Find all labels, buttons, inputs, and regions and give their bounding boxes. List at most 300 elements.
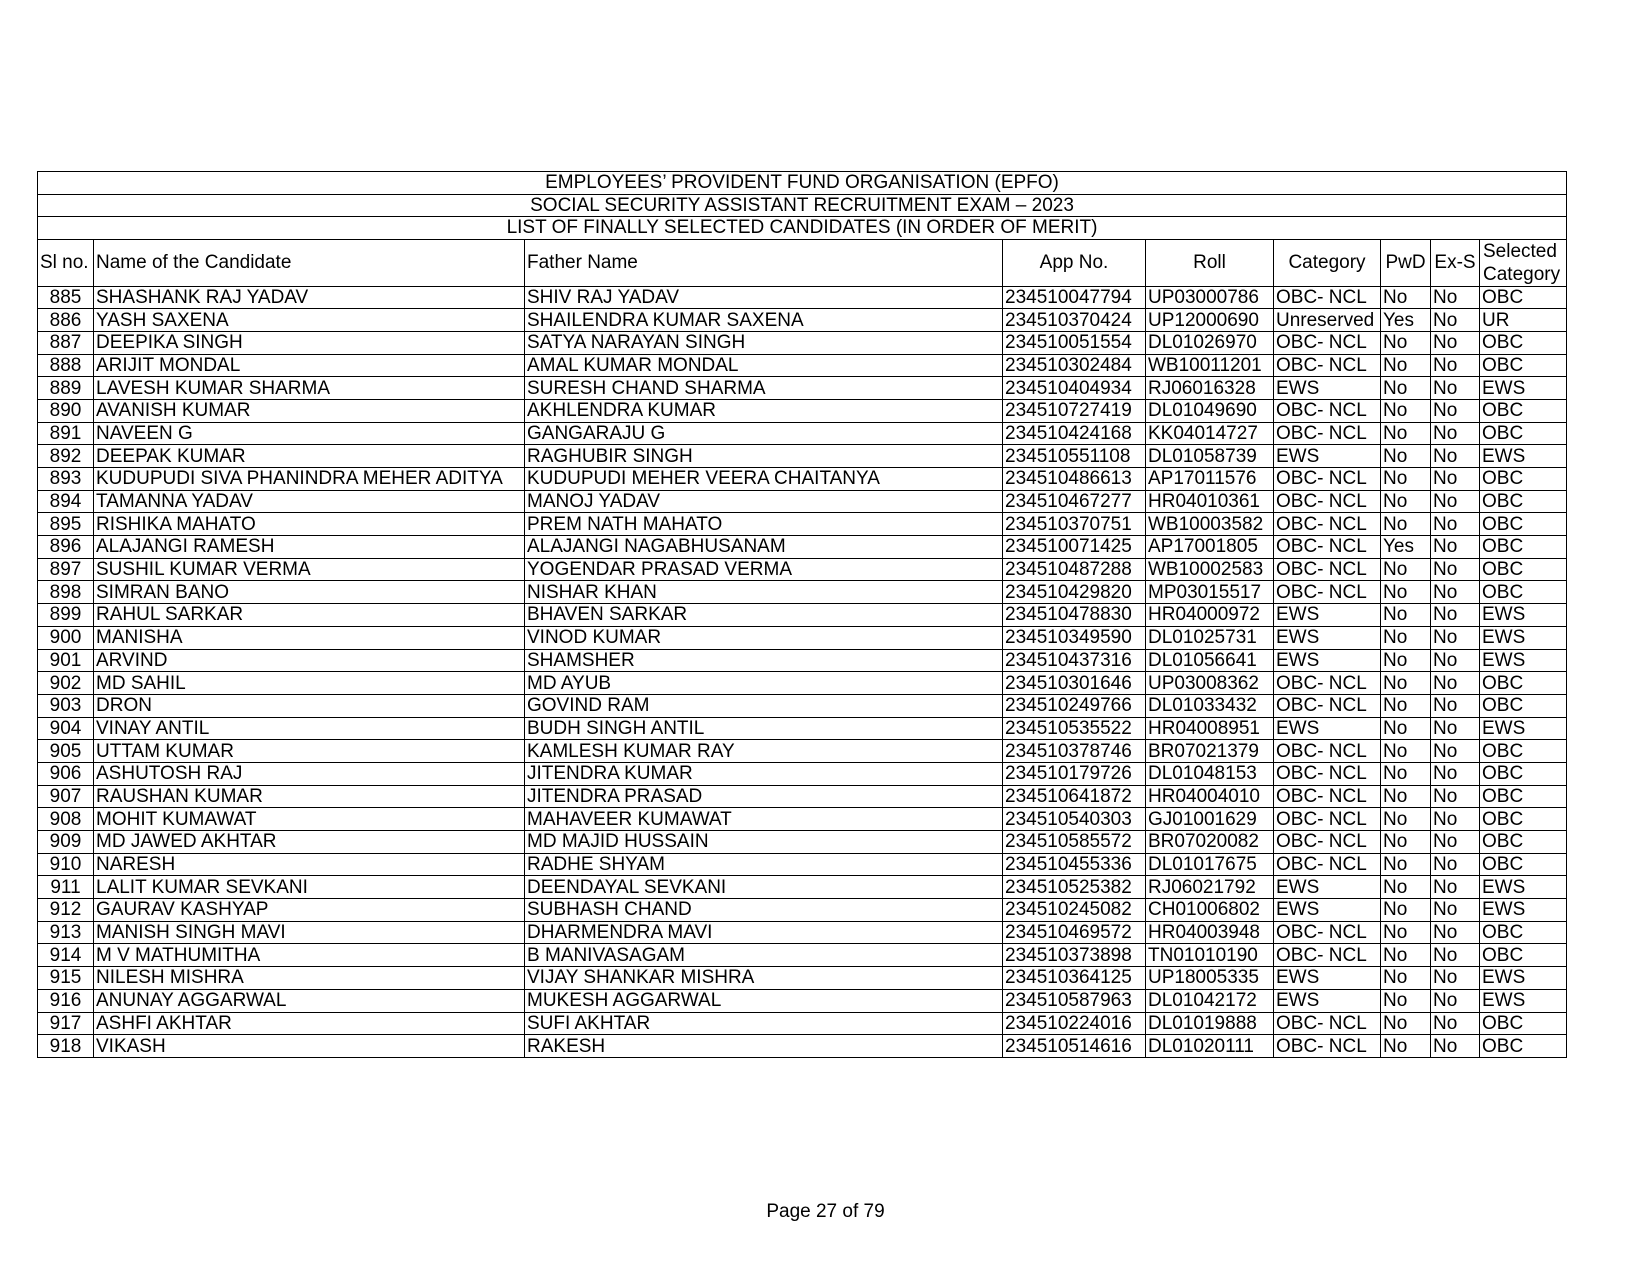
cell-app-no: 234510540303 <box>1003 808 1146 831</box>
cell-pwd: No <box>1381 354 1431 377</box>
table-row <box>38 354 1567 377</box>
cell-father-name: VIJAY SHANKAR MISHRA <box>525 967 1003 990</box>
cell-candidate-name: LAVESH KUMAR SHARMA <box>94 377 525 400</box>
cell-selected-category: OBC <box>1480 581 1567 604</box>
cell-roll: DL01017675 <box>1146 853 1274 876</box>
cell-category: OBC- NCL <box>1274 354 1381 377</box>
cell-sl-no: 918 <box>38 1035 94 1058</box>
cell-roll: UP03000786 <box>1146 286 1274 309</box>
cell-pwd: Yes <box>1381 309 1431 332</box>
cell-category: OBC- NCL <box>1274 331 1381 354</box>
table-row <box>38 468 1567 491</box>
table-row <box>38 331 1567 354</box>
cell-sl-no: 908 <box>38 808 94 831</box>
cell-roll: DL01033432 <box>1146 694 1274 717</box>
cell-category: OBC- NCL <box>1274 672 1381 695</box>
table-row <box>38 672 1567 695</box>
cell-sl-no: 895 <box>38 513 94 536</box>
cell-candidate-name: SHASHANK RAJ YADAV <box>94 286 525 309</box>
cell-roll: UP18005335 <box>1146 967 1274 990</box>
cell-ex-s: No <box>1431 468 1480 491</box>
cell-selected-category: EWS <box>1480 967 1567 990</box>
cell-category: OBC- NCL <box>1274 399 1381 422</box>
cell-ex-s: No <box>1431 286 1480 309</box>
cell-app-no: 234510424168 <box>1003 422 1146 445</box>
cell-father-name: MD AYUB <box>525 672 1003 695</box>
table-row <box>38 604 1567 627</box>
cell-father-name: SHIV RAJ YADAV <box>525 286 1003 309</box>
cell-ex-s: No <box>1431 1012 1480 1035</box>
cell-category: OBC- NCL <box>1274 853 1381 876</box>
cell-pwd: No <box>1381 649 1431 672</box>
cell-ex-s: No <box>1431 558 1480 581</box>
cell-app-no: 234510478830 <box>1003 604 1146 627</box>
table-row <box>38 944 1567 967</box>
cell-selected-category: OBC <box>1480 558 1567 581</box>
cell-selected-category: OBC <box>1480 853 1567 876</box>
cell-pwd: No <box>1381 399 1431 422</box>
cell-roll: BR07021379 <box>1146 740 1274 763</box>
cell-category: EWS <box>1274 377 1381 400</box>
title-row-exam <box>38 194 1567 217</box>
cell-category: EWS <box>1274 967 1381 990</box>
title-row-list <box>38 217 1567 240</box>
cell-category: OBC- NCL <box>1274 1012 1381 1035</box>
page-number: Page 27 of 79 <box>766 1201 885 1222</box>
cell-ex-s: No <box>1431 626 1480 649</box>
cell-father-name: NISHAR KHAN <box>525 581 1003 604</box>
cell-pwd: No <box>1381 717 1431 740</box>
cell-ex-s: No <box>1431 331 1480 354</box>
cell-category: OBC- NCL <box>1274 740 1381 763</box>
cell-selected-category: OBC <box>1480 785 1567 808</box>
column-header-roll: Roll <box>1146 239 1274 286</box>
column-header-candidate-name: Name of the Candidate <box>94 239 525 286</box>
cell-sl-no: 888 <box>38 354 94 377</box>
cell-father-name: RAGHUBIR SINGH <box>525 445 1003 468</box>
cell-selected-category: OBC <box>1480 921 1567 944</box>
cell-pwd: No <box>1381 626 1431 649</box>
cell-father-name: AMAL KUMAR MONDAL <box>525 354 1003 377</box>
cell-selected-category: OBC <box>1480 694 1567 717</box>
cell-pwd: No <box>1381 331 1431 354</box>
cell-sl-no: 916 <box>38 989 94 1012</box>
cell-app-no: 234510301646 <box>1003 672 1146 695</box>
cell-category: OBC- NCL <box>1274 831 1381 854</box>
cell-selected-category: OBC <box>1480 672 1567 695</box>
cell-ex-s: No <box>1431 672 1480 695</box>
cell-father-name: SUBHASH CHAND <box>525 899 1003 922</box>
cell-candidate-name: RISHIKA MAHATO <box>94 513 525 536</box>
cell-selected-category: OBC <box>1480 399 1567 422</box>
cell-selected-category: OBC <box>1480 422 1567 445</box>
cell-app-no: 234510641872 <box>1003 785 1146 808</box>
table-row <box>38 1035 1567 1058</box>
cell-category: EWS <box>1274 876 1381 899</box>
cell-sl-no: 896 <box>38 536 94 559</box>
cell-roll: HR04008951 <box>1146 717 1274 740</box>
cell-roll: UP12000690 <box>1146 309 1274 332</box>
cell-sl-no: 903 <box>38 694 94 717</box>
cell-category: OBC- NCL <box>1274 468 1381 491</box>
cell-ex-s: No <box>1431 1035 1480 1058</box>
cell-selected-category: EWS <box>1480 717 1567 740</box>
cell-candidate-name: SUSHIL KUMAR VERMA <box>94 558 525 581</box>
cell-roll: UP03008362 <box>1146 672 1274 695</box>
cell-father-name: MD MAJID HUSSAIN <box>525 831 1003 854</box>
cell-candidate-name: ASHUTOSH RAJ <box>94 762 525 785</box>
cell-ex-s: No <box>1431 921 1480 944</box>
cell-ex-s: No <box>1431 762 1480 785</box>
selected-candidates-table <box>37 171 1567 1058</box>
column-header-pwd: PwD <box>1381 239 1431 286</box>
column-header-father-name: Father Name <box>525 239 1003 286</box>
cell-sl-no: 899 <box>38 604 94 627</box>
cell-app-no: 234510364125 <box>1003 967 1146 990</box>
cell-candidate-name: RAUSHAN KUMAR <box>94 785 525 808</box>
cell-pwd: No <box>1381 899 1431 922</box>
cell-selected-category: OBC <box>1480 740 1567 763</box>
cell-category: OBC- NCL <box>1274 808 1381 831</box>
cell-candidate-name: NILESH MISHRA <box>94 967 525 990</box>
cell-ex-s: No <box>1431 831 1480 854</box>
cell-selected-category: OBC <box>1480 808 1567 831</box>
cell-sl-no: 911 <box>38 876 94 899</box>
cell-pwd: No <box>1381 490 1431 513</box>
document-title-organisation: EMPLOYEES’ PROVIDENT FUND ORGANISATION (EPFO) <box>38 172 1567 195</box>
cell-sl-no: 906 <box>38 762 94 785</box>
table-row <box>38 309 1567 332</box>
cell-category: EWS <box>1274 899 1381 922</box>
cell-ex-s: No <box>1431 740 1480 763</box>
cell-roll: RJ06016328 <box>1146 377 1274 400</box>
cell-roll: GJ01001629 <box>1146 808 1274 831</box>
cell-category: OBC- NCL <box>1274 558 1381 581</box>
cell-ex-s: No <box>1431 876 1480 899</box>
cell-father-name: MAHAVEER KUMAWAT <box>525 808 1003 831</box>
cell-category: EWS <box>1274 717 1381 740</box>
cell-sl-no: 902 <box>38 672 94 695</box>
cell-ex-s: No <box>1431 399 1480 422</box>
cell-candidate-name: MANISH SINGH MAVI <box>94 921 525 944</box>
cell-app-no: 234510429820 <box>1003 581 1146 604</box>
cell-candidate-name: YASH SAXENA <box>94 309 525 332</box>
cell-category: OBC- NCL <box>1274 286 1381 309</box>
table-row <box>38 694 1567 717</box>
cell-pwd: No <box>1381 694 1431 717</box>
cell-candidate-name: RAHUL SARKAR <box>94 604 525 627</box>
cell-pwd: No <box>1381 967 1431 990</box>
cell-roll: DL01042172 <box>1146 989 1274 1012</box>
cell-roll: MP03015517 <box>1146 581 1274 604</box>
cell-candidate-name: ANUNAY AGGARWAL <box>94 989 525 1012</box>
column-header-selected-line2: Category <box>1483 263 1561 285</box>
cell-candidate-name: LALIT KUMAR SEVKANI <box>94 876 525 899</box>
table-row <box>38 581 1567 604</box>
cell-father-name: B MANIVASAGAM <box>525 944 1003 967</box>
cell-app-no: 234510245082 <box>1003 899 1146 922</box>
column-header-selected-line1: Selected <box>1483 240 1557 262</box>
table-row <box>38 513 1567 536</box>
cell-selected-category: EWS <box>1480 876 1567 899</box>
cell-roll: DL01026970 <box>1146 331 1274 354</box>
cell-father-name: ALAJANGI NAGABHUSANAM <box>525 536 1003 559</box>
cell-roll: BR07020082 <box>1146 831 1274 854</box>
cell-ex-s: No <box>1431 422 1480 445</box>
cell-app-no: 234510727419 <box>1003 399 1146 422</box>
cell-candidate-name: VINAY ANTIL <box>94 717 525 740</box>
cell-father-name: SURESH CHAND SHARMA <box>525 377 1003 400</box>
table-row <box>38 377 1567 400</box>
cell-father-name: KUDUPUDI MEHER VEERA CHAITANYA <box>525 468 1003 491</box>
cell-app-no: 234510535522 <box>1003 717 1146 740</box>
cell-roll: HR04003948 <box>1146 921 1274 944</box>
cell-category: EWS <box>1274 604 1381 627</box>
table-row <box>38 989 1567 1012</box>
cell-ex-s: No <box>1431 785 1480 808</box>
cell-sl-no: 900 <box>38 626 94 649</box>
table-row <box>38 649 1567 672</box>
title-row-organisation <box>38 172 1567 195</box>
cell-candidate-name: DEEPIKA SINGH <box>94 331 525 354</box>
cell-father-name: VINOD KUMAR <box>525 626 1003 649</box>
cell-candidate-name: DRON <box>94 694 525 717</box>
cell-pwd: No <box>1381 468 1431 491</box>
cell-father-name: JITENDRA KUMAR <box>525 762 1003 785</box>
cell-app-no: 234510404934 <box>1003 377 1146 400</box>
cell-pwd: No <box>1381 286 1431 309</box>
column-header-row <box>38 239 1567 286</box>
cell-category: Unreserved <box>1274 309 1381 332</box>
cell-pwd: No <box>1381 989 1431 1012</box>
cell-sl-no: 907 <box>38 785 94 808</box>
cell-sl-no: 914 <box>38 944 94 967</box>
cell-ex-s: No <box>1431 354 1480 377</box>
cell-roll: HR04010361 <box>1146 490 1274 513</box>
cell-selected-category: OBC <box>1480 944 1567 967</box>
cell-sl-no: 887 <box>38 331 94 354</box>
table-row <box>38 399 1567 422</box>
cell-category: OBC- NCL <box>1274 490 1381 513</box>
cell-pwd: No <box>1381 1035 1431 1058</box>
cell-candidate-name: KUDUPUDI SIVA PHANINDRA MEHER ADITYA <box>94 468 525 491</box>
cell-app-no: 234510370424 <box>1003 309 1146 332</box>
cell-sl-no: 917 <box>38 1012 94 1035</box>
cell-app-no: 234510047794 <box>1003 286 1146 309</box>
cell-selected-category: EWS <box>1480 989 1567 1012</box>
cell-candidate-name: ARVIND <box>94 649 525 672</box>
cell-pwd: No <box>1381 445 1431 468</box>
cell-app-no: 234510525382 <box>1003 876 1146 899</box>
table-row <box>38 899 1567 922</box>
cell-ex-s: No <box>1431 649 1480 672</box>
cell-roll: AP17001805 <box>1146 536 1274 559</box>
cell-app-no: 234510349590 <box>1003 626 1146 649</box>
cell-father-name: KAMLESH KUMAR RAY <box>525 740 1003 763</box>
cell-app-no: 234510587963 <box>1003 989 1146 1012</box>
cell-category: OBC- NCL <box>1274 762 1381 785</box>
cell-roll: HR04004010 <box>1146 785 1274 808</box>
cell-candidate-name: TAMANNA YADAV <box>94 490 525 513</box>
cell-roll: RJ06021792 <box>1146 876 1274 899</box>
cell-pwd: No <box>1381 921 1431 944</box>
cell-candidate-name: MD SAHIL <box>94 672 525 695</box>
cell-sl-no: 893 <box>38 468 94 491</box>
cell-app-no: 234510455336 <box>1003 853 1146 876</box>
cell-selected-category: EWS <box>1480 377 1567 400</box>
cell-father-name: GOVIND RAM <box>525 694 1003 717</box>
cell-father-name: SATYA NARAYAN SINGH <box>525 331 1003 354</box>
cell-ex-s: No <box>1431 944 1480 967</box>
cell-sl-no: 915 <box>38 967 94 990</box>
cell-pwd: No <box>1381 808 1431 831</box>
cell-ex-s: No <box>1431 377 1480 400</box>
cell-roll: DL01056641 <box>1146 649 1274 672</box>
cell-candidate-name: MANISHA <box>94 626 525 649</box>
cell-app-no: 234510469572 <box>1003 921 1146 944</box>
cell-father-name: DHARMENDRA MAVI <box>525 921 1003 944</box>
table-row <box>38 558 1567 581</box>
cell-pwd: No <box>1381 558 1431 581</box>
cell-father-name: BHAVEN SARKAR <box>525 604 1003 627</box>
table-row <box>38 1012 1567 1035</box>
cell-father-name: PREM NATH MAHATO <box>525 513 1003 536</box>
cell-sl-no: 901 <box>38 649 94 672</box>
cell-ex-s: No <box>1431 581 1480 604</box>
cell-father-name: MUKESH AGGARWAL <box>525 989 1003 1012</box>
cell-ex-s: No <box>1431 309 1480 332</box>
cell-category: OBC- NCL <box>1274 944 1381 967</box>
table-row <box>38 740 1567 763</box>
cell-pwd: Yes <box>1381 536 1431 559</box>
cell-app-no: 234510302484 <box>1003 354 1146 377</box>
table-row <box>38 921 1567 944</box>
cell-roll: DL01048153 <box>1146 762 1274 785</box>
cell-app-no: 234510467277 <box>1003 490 1146 513</box>
cell-ex-s: No <box>1431 445 1480 468</box>
cell-app-no: 234510051554 <box>1003 331 1146 354</box>
cell-selected-category: OBC <box>1480 513 1567 536</box>
cell-candidate-name: NARESH <box>94 853 525 876</box>
cell-pwd: No <box>1381 581 1431 604</box>
cell-selected-category: OBC <box>1480 831 1567 854</box>
cell-candidate-name: UTTAM KUMAR <box>94 740 525 763</box>
table-row <box>38 762 1567 785</box>
cell-selected-category: UR <box>1480 309 1567 332</box>
cell-candidate-name: ARIJIT MONDAL <box>94 354 525 377</box>
cell-ex-s: No <box>1431 853 1480 876</box>
cell-selected-category: OBC <box>1480 468 1567 491</box>
cell-pwd: No <box>1381 377 1431 400</box>
cell-category: EWS <box>1274 626 1381 649</box>
cell-pwd: No <box>1381 513 1431 536</box>
cell-selected-category: EWS <box>1480 649 1567 672</box>
cell-candidate-name: AVANISH KUMAR <box>94 399 525 422</box>
cell-father-name: SHAILENDRA KUMAR SAXENA <box>525 309 1003 332</box>
cell-father-name: YOGENDAR PRASAD VERMA <box>525 558 1003 581</box>
cell-sl-no: 910 <box>38 853 94 876</box>
cell-sl-no: 905 <box>38 740 94 763</box>
table-row <box>38 626 1567 649</box>
document-title-exam: SOCIAL SECURITY ASSISTANT RECRUITMENT EXAM – 2023 <box>38 194 1567 217</box>
cell-ex-s: No <box>1431 899 1480 922</box>
cell-selected-category: EWS <box>1480 604 1567 627</box>
cell-pwd: No <box>1381 604 1431 627</box>
cell-sl-no: 890 <box>38 399 94 422</box>
cell-ex-s: No <box>1431 808 1480 831</box>
cell-category: EWS <box>1274 989 1381 1012</box>
cell-selected-category: EWS <box>1480 626 1567 649</box>
cell-sl-no: 898 <box>38 581 94 604</box>
cell-category: EWS <box>1274 445 1381 468</box>
cell-father-name: AKHLENDRA KUMAR <box>525 399 1003 422</box>
cell-selected-category: OBC <box>1480 1012 1567 1035</box>
cell-category: OBC- NCL <box>1274 694 1381 717</box>
cell-roll: DL01019888 <box>1146 1012 1274 1035</box>
cell-pwd: No <box>1381 853 1431 876</box>
cell-pwd: No <box>1381 762 1431 785</box>
cell-app-no: 234510551108 <box>1003 445 1146 468</box>
cell-candidate-name: GAURAV KASHYAP <box>94 899 525 922</box>
table-row <box>38 808 1567 831</box>
table-row <box>38 785 1567 808</box>
cell-pwd: No <box>1381 831 1431 854</box>
cell-app-no: 234510437316 <box>1003 649 1146 672</box>
cell-category: EWS <box>1274 649 1381 672</box>
cell-category: OBC- NCL <box>1274 785 1381 808</box>
cell-app-no: 234510378746 <box>1003 740 1146 763</box>
cell-selected-category: OBC <box>1480 354 1567 377</box>
table-row <box>38 967 1567 990</box>
cell-sl-no: 913 <box>38 921 94 944</box>
cell-father-name: GANGARAJU G <box>525 422 1003 445</box>
cell-ex-s: No <box>1431 694 1480 717</box>
cell-sl-no: 894 <box>38 490 94 513</box>
cell-selected-category: OBC <box>1480 1035 1567 1058</box>
cell-app-no: 234510486613 <box>1003 468 1146 491</box>
table-row <box>38 422 1567 445</box>
cell-candidate-name: VIKASH <box>94 1035 525 1058</box>
cell-selected-category: OBC <box>1480 286 1567 309</box>
column-header-app-no: App No. <box>1003 239 1146 286</box>
cell-father-name: JITENDRA PRASAD <box>525 785 1003 808</box>
cell-ex-s: No <box>1431 536 1480 559</box>
cell-pwd: No <box>1381 1012 1431 1035</box>
document-title-list: LIST OF FINALLY SELECTED CANDIDATES (IN ORDER OF MERIT) <box>38 217 1567 240</box>
cell-app-no: 234510224016 <box>1003 1012 1146 1035</box>
cell-pwd: No <box>1381 672 1431 695</box>
cell-sl-no: 886 <box>38 309 94 332</box>
cell-app-no: 234510179726 <box>1003 762 1146 785</box>
cell-ex-s: No <box>1431 717 1480 740</box>
cell-candidate-name: NAVEEN G <box>94 422 525 445</box>
cell-selected-category: EWS <box>1480 899 1567 922</box>
cell-sl-no: 892 <box>38 445 94 468</box>
cell-sl-no: 897 <box>38 558 94 581</box>
cell-roll: WB10003582 <box>1146 513 1274 536</box>
cell-roll: KK04014727 <box>1146 422 1274 445</box>
cell-sl-no: 889 <box>38 377 94 400</box>
cell-candidate-name: MD JAWED AKHTAR <box>94 831 525 854</box>
table-row <box>38 286 1567 309</box>
cell-roll: DL01020111 <box>1146 1035 1274 1058</box>
cell-roll: DL01058739 <box>1146 445 1274 468</box>
cell-selected-category: OBC <box>1480 762 1567 785</box>
cell-candidate-name: ASHFI AKHTAR <box>94 1012 525 1035</box>
cell-candidate-name: DEEPAK KUMAR <box>94 445 525 468</box>
cell-roll: WB10002583 <box>1146 558 1274 581</box>
cell-pwd: No <box>1381 740 1431 763</box>
